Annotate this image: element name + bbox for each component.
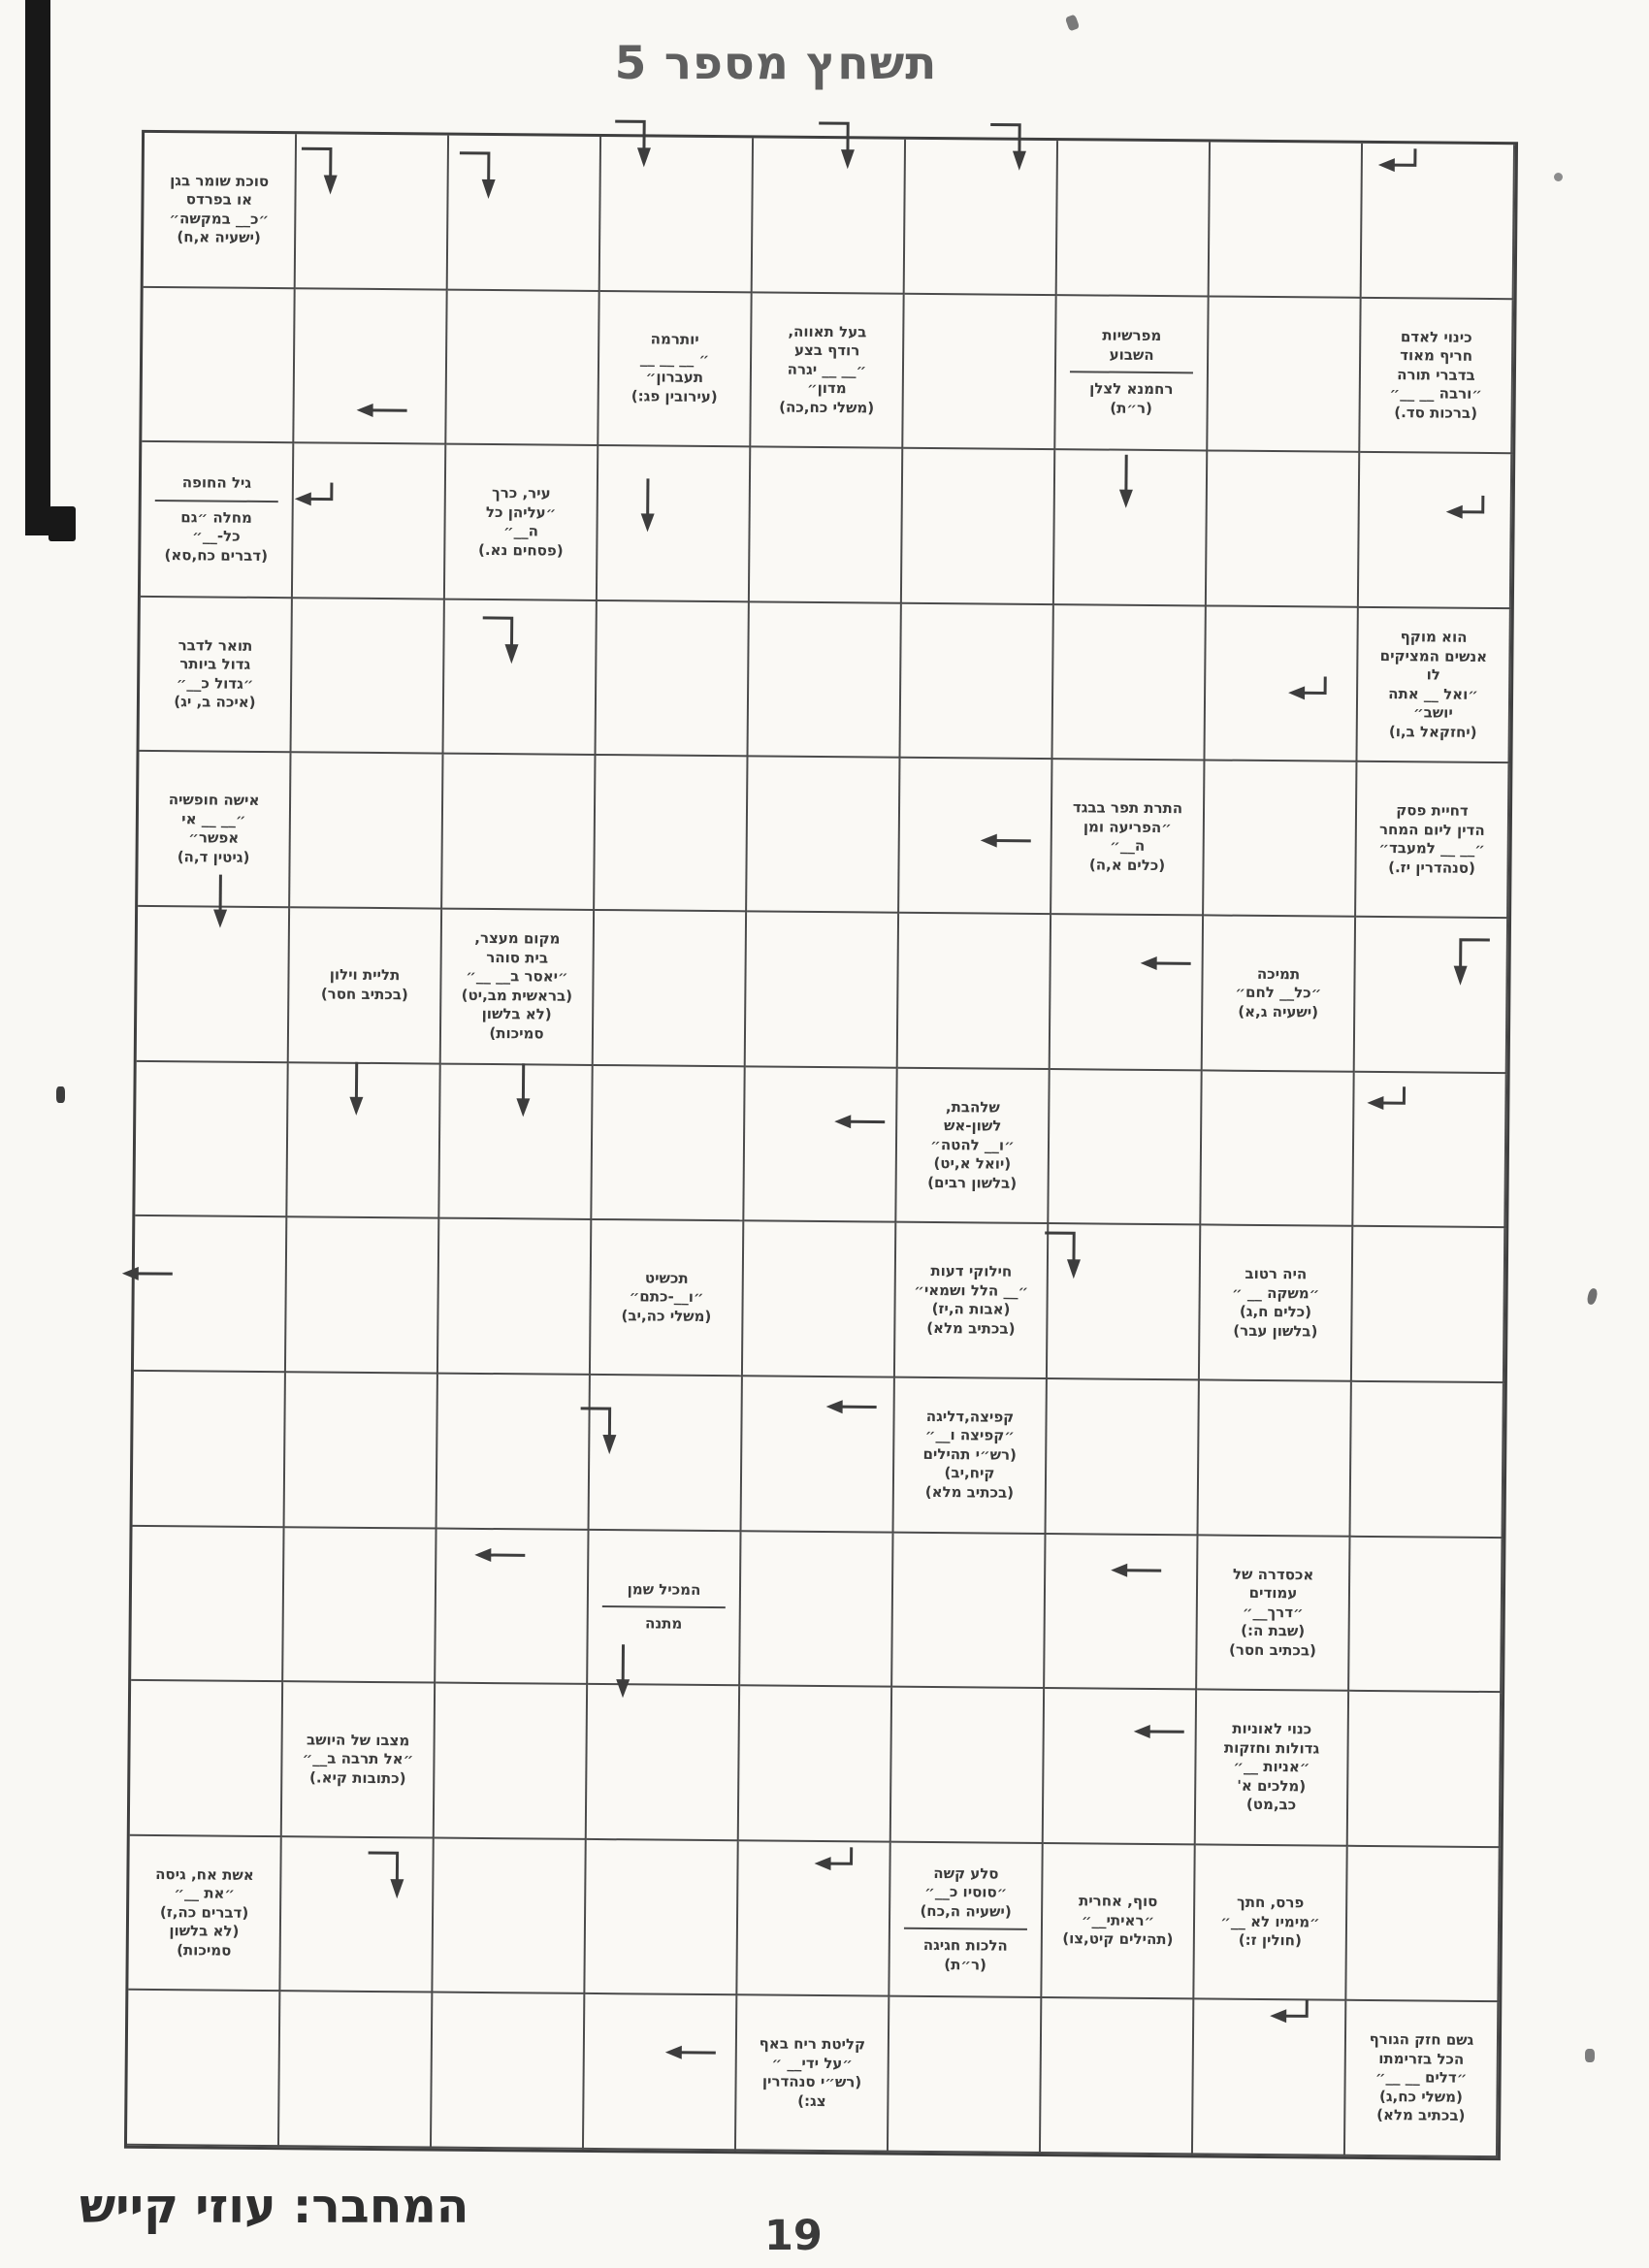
clue-cell-r2c5 <box>751 293 904 449</box>
left-arrow <box>1109 1559 1163 1584</box>
cell-r1c2 <box>296 134 449 290</box>
scan-artifact <box>48 506 76 541</box>
cell-r11c1 <box>130 1681 283 1837</box>
cell-r2c8 <box>1208 297 1361 453</box>
clue-text: תמיכה ״כל__ לחם״ (ישעיה ג,א) <box>1235 964 1322 1021</box>
clue-text: שלהבת, לשון-אש ״ו__ להטה״ (יואל א,יט) (בלשון רבים) <box>927 1097 1018 1192</box>
crossword-grid <box>124 130 1518 2160</box>
left-arrow <box>824 1396 878 1421</box>
clue-cell-r4c9 <box>1357 608 1510 764</box>
clue-divider <box>602 1605 726 1608</box>
clue-text: המכיל שמן <box>627 1580 701 1599</box>
cell-r3c4 <box>598 446 751 602</box>
cell-r2c1 <box>142 287 295 443</box>
cell-r4c5 <box>748 602 901 759</box>
clue-cell-r8c8 <box>1200 1226 1353 1382</box>
clue-cell-r13c5 <box>736 1996 889 2153</box>
cell-r11c4 <box>587 1685 740 1841</box>
cell-r7c9 <box>1353 1072 1506 1228</box>
clue-text: הלכות חגיגה (ר״ת) <box>922 1936 1008 1974</box>
cell-r12c3 <box>433 1838 586 1994</box>
cell-r7c4 <box>592 1066 745 1222</box>
cell-r7c8 <box>1201 1071 1354 1227</box>
clue-cell-r2c9 <box>1360 298 1513 454</box>
elbow-left-arrow <box>1266 1997 1316 2038</box>
down-arrow <box>1116 454 1138 514</box>
cell-r10c1 <box>131 1526 284 1682</box>
clue-cell-r3c3 <box>445 445 598 601</box>
clue-cell-r5c7 <box>1051 761 1205 917</box>
cell-r9c9 <box>1350 1382 1504 1539</box>
cell-r2c6 <box>903 294 1056 450</box>
cell-r2c3 <box>446 290 599 446</box>
cell-r8c5 <box>743 1222 896 1378</box>
cell-r5c2 <box>290 754 443 910</box>
cell-r6c4 <box>594 911 747 1067</box>
cell-r2c2 <box>294 289 447 445</box>
cell-r5c4 <box>595 756 748 912</box>
clue-text: עיר, כרך ״עליהן כל ה__״ (פסחים נא.) <box>477 484 564 560</box>
clue-text: אישה חופשיה ״__ __ אי אפשר״ (גיטין ד,ה) <box>168 791 260 866</box>
clue-cell-r9c6 <box>894 1378 1048 1535</box>
cell-r6c1 <box>137 907 290 1063</box>
elbow-down-arrow <box>458 145 507 205</box>
elbow-down-arrow <box>988 115 1038 176</box>
cell-r3c5 <box>750 448 903 604</box>
cell-r3c8 <box>1207 452 1360 608</box>
cell-r1c6 <box>905 140 1058 296</box>
left-arrow <box>354 400 408 425</box>
author-credit: המחבר: עוזי קייש <box>80 2179 469 2234</box>
cell-r10c2 <box>283 1528 436 1684</box>
clue-text: הוא מוקף אנשים המציקים לו ״ואל __ אתה יושב״ (יחזקאל ב,ו) <box>1379 628 1488 741</box>
clue-cell-r12c1 <box>128 1836 281 1993</box>
clue-text: סוף, אחרית ״ראיתי__״ (תהילים קיט,צו) <box>1062 1892 1174 1949</box>
cell-r3c6 <box>902 449 1055 605</box>
clue-text: התרת תפר בבגד ״הפריעה ומן ה__״ (כלים א,ה) <box>1072 798 1183 874</box>
cell-r5c8 <box>1204 761 1357 918</box>
cell-r5c3 <box>442 755 596 911</box>
clue-text: חילוקי דעות ״__ הלל ושמאי״ (אבות ה,יז) (בכתיב מלא) <box>914 1262 1029 1338</box>
cell-r6c6 <box>898 914 1051 1070</box>
left-arrow <box>832 1111 887 1136</box>
clue-cell-r6c2 <box>289 908 442 1064</box>
clue-divider <box>1070 372 1193 374</box>
cell-r8c7 <box>1048 1224 1201 1380</box>
cell-r8c9 <box>1352 1227 1505 1383</box>
cell-r12c9 <box>1346 1847 1500 2003</box>
cell-r3c9 <box>1359 453 1512 609</box>
down-arrow <box>637 477 660 537</box>
clue-text: בעל תאווה, רודף בצע ״__ __ יגרה מדון״ (משלי כח,כה) <box>779 322 875 417</box>
left-arrow <box>472 1544 527 1570</box>
cell-r9c2 <box>285 1373 438 1529</box>
clue-cell-r1c1 <box>144 133 297 289</box>
cell-r6c9 <box>1355 918 1508 1074</box>
clue-text: אכסדרה של עמודים ״דרך__״ (שבת ה:) (בכתיב חסר) <box>1228 1565 1317 1660</box>
cell-r10c7 <box>1045 1535 1198 1691</box>
clue-cell-r7c6 <box>896 1068 1050 1224</box>
clue-cell-r5c1 <box>138 752 291 908</box>
clue-text: גיל החופה <box>181 473 252 492</box>
clue-divider <box>155 500 278 502</box>
cell-r3c7 <box>1054 450 1208 606</box>
left-arrow <box>663 2041 717 2066</box>
elbow-left-arrow <box>1363 1085 1413 1125</box>
elbow-down-arrow <box>817 114 866 175</box>
cell-r1c9 <box>1362 144 1515 300</box>
cell-r1c4 <box>600 137 754 293</box>
elbow-down-arrow <box>366 1844 415 1904</box>
elbow-left-arrow <box>1283 674 1334 715</box>
clue-cell-r10c8 <box>1197 1536 1350 1692</box>
cell-r11c9 <box>1348 1692 1502 1848</box>
clue-cell-r5c9 <box>1356 762 1509 919</box>
clue-cell-r12c7 <box>1042 1844 1195 2000</box>
clue-cell-r13c9 <box>1345 2001 1499 2157</box>
cell-r3c2 <box>293 443 446 599</box>
clue-cell-r3c1 <box>141 442 294 599</box>
cell-r9c7 <box>1047 1379 1200 1536</box>
cell-r7c3 <box>439 1064 593 1220</box>
puzzle-title: תשחץ מספר 5 <box>614 37 938 90</box>
clue-text: תליית וילון (בכתיב חסר) <box>320 965 408 1004</box>
elbow-down-arrow <box>1043 1224 1092 1284</box>
clue-cell-r12c6 <box>889 1842 1043 1998</box>
cell-r13c4 <box>584 1994 737 2151</box>
scan-speck <box>1065 15 1080 32</box>
clue-cell-r11c8 <box>1196 1691 1349 1847</box>
clue-text: מפרשיות השבוע <box>1102 326 1162 364</box>
cell-r4c6 <box>900 604 1053 761</box>
clue-text: תואר לדבר גדול ביותר ״גדול כ__״ (איכה ב, יג) <box>174 635 256 712</box>
clue-text: פרס, חתך ״מימיו לא __״ (חולין ז:) <box>1220 1894 1320 1950</box>
cell-r11c3 <box>435 1684 588 1840</box>
scan-artifact <box>25 0 50 535</box>
cell-r1c3 <box>448 136 601 292</box>
cell-r9c3 <box>437 1374 591 1530</box>
left-arrow <box>1138 953 1192 978</box>
cell-r13c2 <box>279 1993 433 2149</box>
clue-text: יותרמה ״ __ __ __ תעברון״ (עירובין פג:) <box>630 330 718 405</box>
cell-r4c8 <box>1205 606 1358 762</box>
clue-text: כנוי לאוניות גדולות וחזקות ״אניות __״ (מלכים א' כב,מט) <box>1223 1719 1320 1814</box>
cell-r12c2 <box>280 1837 434 1993</box>
cell-r13c7 <box>1041 1998 1194 2155</box>
clue-text: סוכת שומר בגן או בפרדס ״כ__ במקשה״ (ישעיה א,ח) <box>169 171 270 247</box>
cell-r9c1 <box>133 1372 286 1528</box>
cell-r13c3 <box>432 1993 585 2150</box>
cell-r8c3 <box>438 1219 592 1376</box>
cell-r9c8 <box>1199 1380 1352 1537</box>
left-arrow <box>119 1262 174 1287</box>
clue-text: גשם חזק הגורף הכל בזרימתו ״דלים __ __״ (משלי כח,ג) (בכתיב מלא) <box>1369 2030 1474 2125</box>
left-arrow <box>1132 1720 1186 1745</box>
clue-cell-r10c4 <box>588 1530 741 1686</box>
cell-r4c2 <box>292 599 445 755</box>
clue-cell-r12c8 <box>1194 1845 1347 2001</box>
scan-speck <box>1586 1287 1599 1306</box>
down-arrow <box>345 1060 368 1120</box>
cell-r7c1 <box>135 1062 288 1218</box>
clue-text: רחמנא לצלן (ר״ת) <box>1089 379 1174 417</box>
cell-r5c5 <box>747 758 900 914</box>
clue-cell-r6c8 <box>1203 916 1356 1072</box>
cell-r7c5 <box>744 1067 897 1223</box>
clue-cell-r2c7 <box>1055 296 1209 452</box>
elbow-left-arrow <box>811 1845 861 1886</box>
cell-r11c5 <box>739 1686 892 1842</box>
elbow-down-r-arrow <box>1442 930 1492 990</box>
cell-r8c1 <box>134 1216 287 1373</box>
clue-text: מתנה <box>645 1614 683 1634</box>
cell-r10c3 <box>436 1529 589 1685</box>
scan-speck <box>1585 2049 1595 2062</box>
clue-text: מקום מעצר, בית סוהר ״יאסר ב__ __״ (בראשית מב,יט) (לא בלשון סמיכות) <box>461 929 573 1043</box>
clue-text: דחיית פסק הדין ליום המחר ״__ __ למעבד״ (סנהדרין יז.) <box>1378 801 1486 877</box>
cell-r10c5 <box>740 1532 893 1688</box>
clue-text: סלע קשה ״סוסיו כ__״ (ישעיה ה,כח) <box>920 1863 1012 1921</box>
clue-cell-r6c3 <box>441 910 595 1066</box>
elbow-down-arrow <box>613 113 663 173</box>
scan-speck <box>1554 173 1563 181</box>
down-arrow <box>513 1062 535 1122</box>
cell-r1c7 <box>1057 141 1211 297</box>
clue-cell-r4c1 <box>140 598 293 754</box>
clue-cell-r2c4 <box>598 292 752 448</box>
cell-r7c2 <box>287 1063 440 1219</box>
cell-r4c4 <box>596 601 749 758</box>
cell-r4c3 <box>443 599 597 756</box>
clue-text: קפיצה,דליגה ״קפיצה ו__״ (רש״י תהילים קיח,יב) (בכתיב מלא) <box>922 1407 1018 1502</box>
left-arrow <box>978 829 1032 855</box>
cell-r13c8 <box>1193 2000 1346 2156</box>
cell-r12c4 <box>585 1840 738 1996</box>
cell-r8c2 <box>286 1217 439 1374</box>
elbow-left-arrow <box>1442 494 1493 535</box>
cell-r12c5 <box>737 1841 890 1997</box>
cell-r10c6 <box>892 1533 1046 1689</box>
cell-r5c6 <box>899 759 1052 915</box>
cell-r11c7 <box>1044 1689 1197 1845</box>
scan-speck <box>56 1086 65 1103</box>
clue-text: היה רטוב ״משקה __ ״ (כלים ח,ג) (בלשון עבר) <box>1231 1264 1320 1341</box>
clue-text: אשת אח, גיסה ״את __״ (דברים כה,ז) (לא בלשון סמיכות) <box>155 1864 254 1960</box>
cell-r6c7 <box>1051 915 1204 1071</box>
clue-text: מצבו של היושב ״אל תרבה ב__״ (כתובות קיא.) <box>302 1731 414 1787</box>
page-number: 19 <box>764 2212 823 2260</box>
cell-r1c5 <box>753 138 906 294</box>
cell-r6c5 <box>746 912 899 1068</box>
cell-r7c7 <box>1049 1070 1202 1226</box>
clue-text: תכשיט ״ו__-כתם״ (משלי כה,יב) <box>621 1269 712 1325</box>
cell-r4c7 <box>1052 605 1206 761</box>
elbow-down-arrow <box>480 609 530 669</box>
clue-cell-r8c4 <box>591 1220 744 1377</box>
cell-r10c9 <box>1349 1537 1503 1693</box>
cell-r11c6 <box>891 1688 1045 1844</box>
clue-text: כינוי לאדם חריף מאוד בדברי תורה ״ורבה __ __״ (ברכות סד.) <box>1389 327 1483 422</box>
clue-text: מחלה ״גם כל-__״ (דברים כח,סא) <box>164 507 269 565</box>
elbow-left-arrow <box>290 480 340 521</box>
clue-cell-r11c2 <box>282 1682 436 1838</box>
clue-divider <box>904 1928 1027 1930</box>
elbow-down-arrow <box>300 141 349 201</box>
cell-r9c5 <box>742 1377 895 1533</box>
cell-r1c8 <box>1210 142 1363 298</box>
cell-r13c1 <box>127 1991 280 2147</box>
cell-r13c6 <box>889 1997 1042 2154</box>
cell-r9c4 <box>590 1376 743 1532</box>
clue-text: קליטת ריח באף ״על ידי__ ״ (רש״י סנהדרין צג:) <box>759 2034 866 2110</box>
elbow-left-arrow <box>1374 146 1425 187</box>
clue-cell-r8c6 <box>895 1223 1049 1379</box>
